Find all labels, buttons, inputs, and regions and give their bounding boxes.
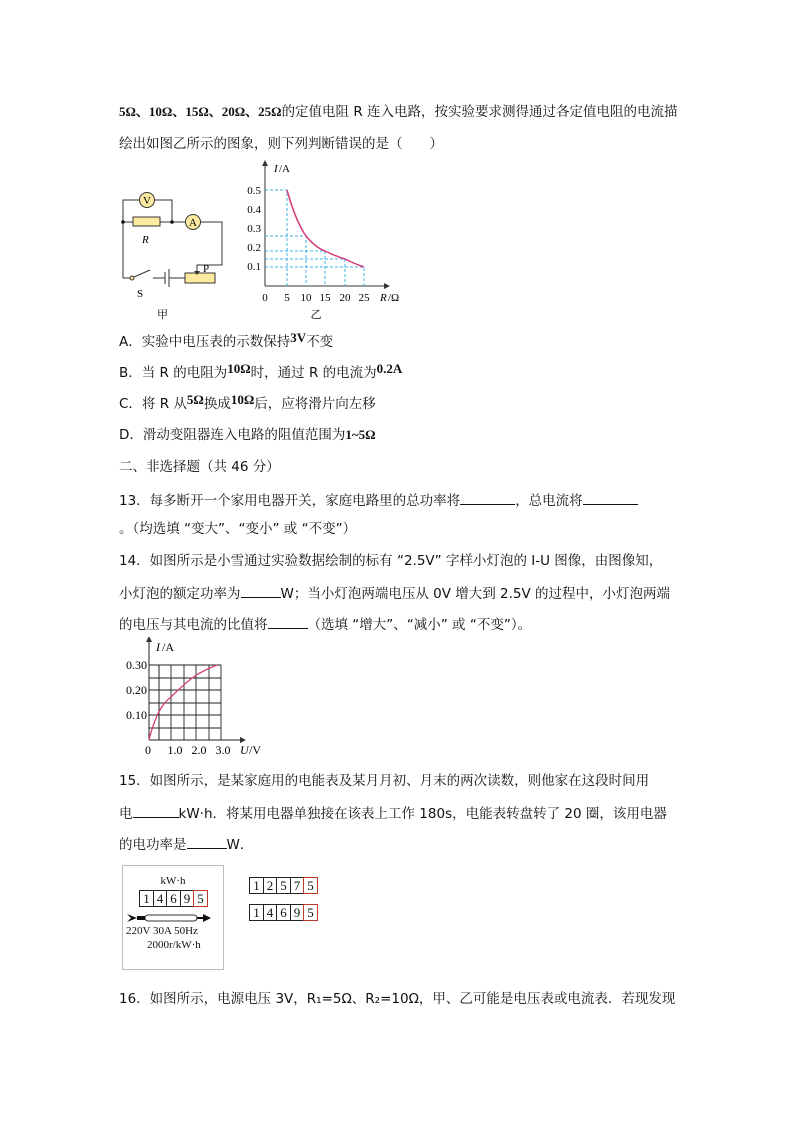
answer-blank[interactable] xyxy=(460,490,515,505)
answer-blank[interactable] xyxy=(241,583,281,598)
meter-unit: kW·h xyxy=(160,875,186,887)
svg-text:A: A xyxy=(189,217,197,229)
meter-disc-icon xyxy=(127,912,217,924)
svg-text:20: 20 xyxy=(339,292,351,304)
answer-blank[interactable] xyxy=(583,490,638,505)
option-a: A．实验中电压表的示数保持3V不变 xyxy=(119,330,334,350)
svg-text:S: S xyxy=(137,288,144,300)
figure-label-yi: 乙 xyxy=(310,308,322,320)
chart-current-vs-resistance xyxy=(240,160,410,320)
meter-spec-2: 2000r/kW·h xyxy=(147,939,201,951)
svg-text:V: V xyxy=(143,195,151,207)
svg-text:2.0: 2.0 xyxy=(191,743,207,757)
q14-line-1: 14．如图所示是小雪通过实验数据绘制的标有 “2.5V” 字样小灯泡的 I-U 图像，由图像知， xyxy=(119,553,663,569)
energy-meter xyxy=(122,865,224,970)
svg-text:/A: /A xyxy=(279,163,290,175)
figure-label-jia: 甲 xyxy=(157,308,168,320)
svg-text:R: R xyxy=(380,292,387,304)
q15-line-2: 电 kW·h．将某用电器单独接在该表上工作 180s，电能表转盘转了 20 圈，该用电器 xyxy=(119,803,667,823)
svg-text:I: I xyxy=(274,163,278,175)
q15-line-3: 的电功率是 W． xyxy=(119,834,253,854)
q12-line-1: 5Ω、10Ω、15Ω、20Ω、25Ω的定值电阻 R 连入电路，按实验要求测得通过各定值电阻的电流描 xyxy=(119,104,678,120)
answer-blank[interactable] xyxy=(133,803,179,818)
svg-text:0.1: 0.1 xyxy=(247,261,261,273)
svg-text:1.0: 1.0 xyxy=(167,743,183,757)
svg-text:3.0: 3.0 xyxy=(215,743,231,757)
q16-line-1: 16．如图所示，电源电压 3V，R₁=5Ω、R₂=10Ω，甲、乙可能是电压表或电流表．若现发现 xyxy=(119,991,676,1007)
circuit-diagram-jia xyxy=(115,180,235,320)
q14-line-3: 的电压与其电流的比值将 （选填 “增大”、“减小” 或 “不变”）。 xyxy=(119,614,531,634)
meter-digits: 1 4 6 9 5 xyxy=(139,890,223,907)
reading-start: 1 2 5 7 5 xyxy=(249,877,317,894)
q12-line-2: 绘出如图乙所示的图象，则下列判断错误的是（ ） xyxy=(119,136,443,152)
option-b: B．当 R 的电阻为10Ω时，通过 R 的电流为0.2A xyxy=(119,361,403,381)
svg-text:I: I xyxy=(156,640,160,654)
svg-text:0.2: 0.2 xyxy=(247,242,261,254)
svg-text:/A: /A xyxy=(162,640,174,654)
svg-text:P: P xyxy=(203,263,210,275)
svg-text:0.3: 0.3 xyxy=(247,223,261,235)
q14-line-2: 小灯泡的额定功率为 W；当小灯泡两端电压从 0V 增大到 2.5V 的过程中，小灯泡两端 xyxy=(119,583,670,603)
meter-spec-1: 220V 30A 50Hz xyxy=(126,925,198,937)
svg-text:10: 10 xyxy=(300,292,312,304)
svg-text:R: R xyxy=(142,234,149,246)
svg-text:U: U xyxy=(240,743,249,757)
svg-text:0.4: 0.4 xyxy=(247,204,261,216)
svg-text:15: 15 xyxy=(319,292,331,304)
svg-text:0: 0 xyxy=(145,743,151,757)
svg-text:0.20: 0.20 xyxy=(126,683,147,697)
reading-end: 1 4 6 9 5 xyxy=(249,904,317,921)
answer-blank[interactable] xyxy=(268,614,308,629)
svg-text:/V: /V xyxy=(249,743,261,757)
q13-line-2: 。（均选填 “变大”、“变小” 或 “不变”） xyxy=(119,521,357,537)
svg-text:5: 5 xyxy=(284,292,290,304)
svg-text:/Ω: /Ω xyxy=(388,292,400,304)
svg-text:0.5: 0.5 xyxy=(247,185,261,197)
q15-line-1: 15．如图所示，是某家庭用的电能表及某月月初、月末的两次读数，则他家在这段时间用 xyxy=(119,773,650,789)
answer-blank[interactable] xyxy=(187,834,227,849)
chart-current-vs-voltage xyxy=(115,637,275,757)
q13-line-1: 13．每多断开一个家用电器开关，家庭电路里的总功率将 ，总电流将 xyxy=(119,490,638,510)
svg-text:0.30: 0.30 xyxy=(126,658,147,672)
section-title: 二、非选择题（共 46 分） xyxy=(119,459,280,475)
option-d: D．滑动变阻器连入电路的阻值范围为1~5Ω xyxy=(119,427,376,443)
svg-text:0: 0 xyxy=(262,292,268,304)
option-c: C．将 R 从5Ω换成10Ω后，应将滑片向左移 xyxy=(119,392,376,412)
svg-text:0.10: 0.10 xyxy=(126,708,147,722)
resistor-values: 5Ω、10Ω、15Ω、20Ω、25Ω xyxy=(119,104,282,119)
svg-text:25: 25 xyxy=(358,292,370,304)
